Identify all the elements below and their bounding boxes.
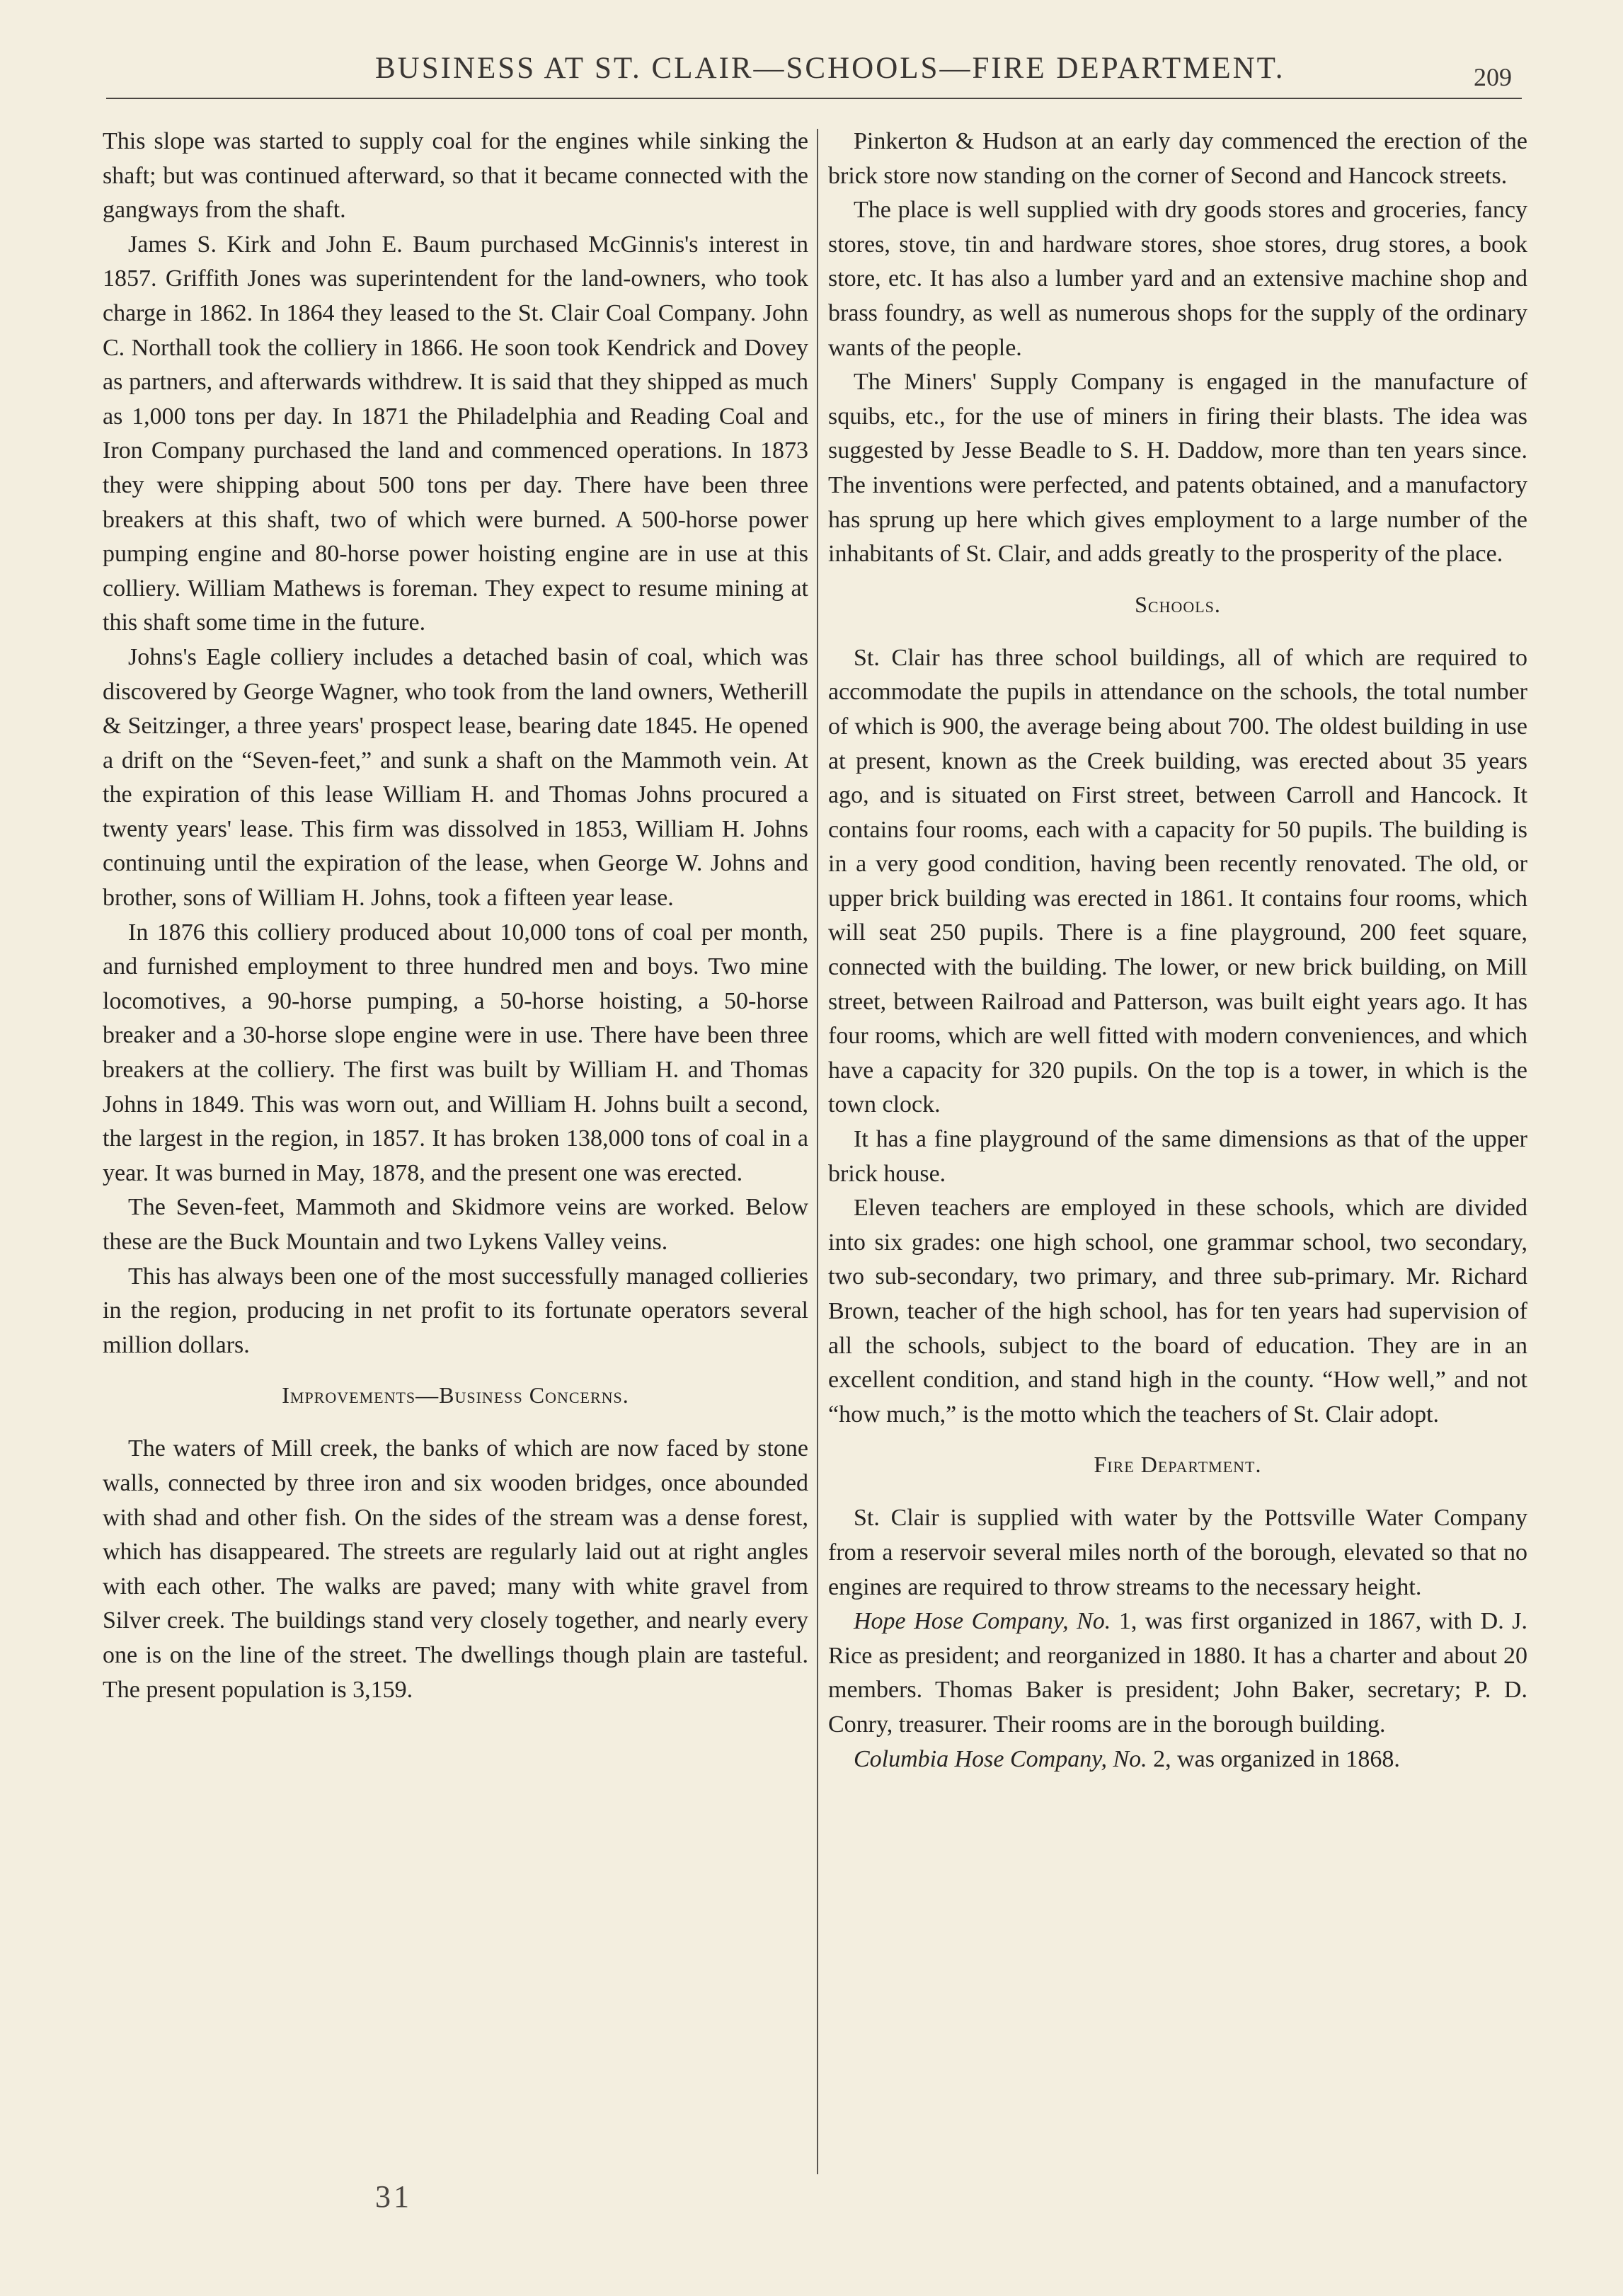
right-paragraph-teachers: Eleven teachers are employed in these schools, which are divided into six grades: one high school, one grammar school, two secondary, two sub-secondary, two primary, and three sub-primary. Mr. Richard Brown, teacher of the high school, has for ten years had supervision of all the schools, subject to the board of education. They are in an excellent condition, and stand high in the county. “How well,” and not “how much,” is the motto which the teachers of St. Clair adopt. — [828, 1195, 1527, 1428]
right-paragraph-school-buildings: St. Clair has three school buildings, all of which are required to accommodate the pupils in attendance on the schools, the total number of which is 900, the average being about 700. The oldest building in use at present, known as the Creek building, was erected about 35 years ago, and is situated on First street, between Carroll and Hancock. It contains four rooms, each with a capacity for 50 pupils. The building is in a very good condition, having been recently renovated. The old, or upper brick building was erected in 1861. It contains four rooms, which will seat 250 pupils. There is a fine playground, 200 feet square, connected with the building. The lower, or new brick building, on Mill street, between Railroad and Patterson, was built eight years ago. It has four rooms, which are well fitted with modern conveniences, and which have a capacity for 320 pupils. On the top is a tower, in which is the town clock. — [828, 644, 1527, 1118]
right-paragraph-playground: It has a fine playground of the same dimensions as that of the upper brick house. — [828, 1126, 1527, 1187]
right-paragraph-miners-supply: The Miners' Supply Company is engaged in the manufacture of squibs, etc., for the use of miners in firing their blasts. The idea was suggested by Jesse Beadle to S. H. Daddow, more than ten years since. The inventions were perfected, and patents obtained, and a manufactory has sprung up here which gives employment to a large number of the inhabitants of St. Clair, and adds greatly to the prosperity of the place. — [828, 369, 1527, 568]
columbia-hose-company-name: Columbia Hose Company, No. — [854, 1745, 1147, 1772]
running-head: BUSINESS AT ST. CLAIR—SCHOOLS—FIRE DEPARTMENT. — [375, 52, 1285, 85]
right-paragraph-columbia-hose — [828, 1743, 1527, 1777]
left-paragraph-veins: The Seven-feet, Mammoth and Skidmore veins are worked. Below these are the Buck Mountain and two Lykens Valley veins. — [103, 1194, 808, 1255]
page-number: 209 — [1474, 63, 1512, 91]
right-column — [828, 125, 1527, 1776]
signature-mark: 31 — [375, 2179, 412, 2214]
left-paragraph-kirk-baum: James S. Kirk and John E. Baum purchased McGinnis's interest in 1857. Griffith Jones was superintendent for the land-owners, who took charge in 1862. In 1864 they leased to the St. Clair Coal Company. John C. Northall took the colliery in 1866. He soon took Kendrick and Dovey as partners, and afterwards withdrew. It is said that they shipped as much as 1,000 tons per day. In 1871 the Philadelphia and Reading Coal and Iron Company purchased the land and commenced operations. In 1873 they were shipping about 500 tons per day. There have been three breakers at this shaft, two of which were burned. A 500-horse power pumping engine and 80-horse power hoisting engine are in use at this colliery. William Mathews is foreman. They expect to resume mining at this shaft some time in the future. — [103, 231, 808, 636]
right-paragraph-pinkerton: Pinkerton & Hudson at an early day commenced the erection of the brick store now standing on the corner of Second and Hancock streets. — [828, 128, 1527, 189]
right-paragraph-water-supply: St. Clair is supplied with water by the Pottsville Water Company from a reservoir several miles north of the borough, elevated so that no engines are required to throw streams to the necessary height. — [828, 1505, 1527, 1600]
left-paragraph-eagle-colliery: Johns's Eagle colliery includes a detached basin of coal, which was discovered by George Wagner, who took from the land owners, Wetherill & Seitzinger, a three years' prospect lease, bearing date 1845. He opened a drift on the “Seven-feet,” and sunk a shaft on the Mammoth vein. At the expiration of this lease William H. and Thomas Johns procured a twenty years' lease. This firm was dissolved in 1853, William H. Johns continuing until the expiration of the lease, when George W. Johns and brother, sons of William H. Johns, took a fifteen year lease. — [103, 643, 808, 912]
left-paragraph-profit: This has always been one of the most successfully managed collieries in the region, producing in net profit to its fortunate operators several million dollars. — [103, 1263, 808, 1358]
left-paragraph-improvements: The waters of Mill creek, the banks of which are now faced by stone walls, connected by three iron and six wooden bridges, once abounded with shad and other fish. On the sides of the stream was a dense forest, which has disappeared. The streets are regularly laid out at right angles with each other. The walks are paved; many with white gravel from Silver creek. The buildings stand very closely together, and nearly every one is on the line of the street. The dwellings though plain are tasteful. The present population is 3,159. — [103, 1435, 808, 1703]
right-paragraph-stores: The place is well supplied with dry goods stores and groceries, fancy stores, stove, tin and hardware stores, shoe stores, drug stores, a book store, etc. It has also a lumber yard and an extensive machine shop and brass foundry, as well as numerous shops for the supply of the ordinary wants of the people. — [828, 197, 1527, 361]
left-paragraph-slope: This slope was started to supply coal for the engines while sinking the shaft; but was continued afterward, so that it became connected with the gangways from the shaft. — [103, 128, 808, 224]
hope-hose-details: 1, was first organized in 1867, with D. J. Rice as president; and reorganized in 1880. It has a charter and about 20 members. Thomas Baker is president; John Baker, secretary; P. D. Conry, treasurer. Their rooms are in the borough building. — [828, 1608, 1527, 1738]
hope-hose-company-name: Hope Hose Company, No. — [854, 1608, 1111, 1635]
columbia-hose-details: 2, was organized in 1868. — [1147, 1745, 1400, 1772]
left-paragraph-1876-production: In 1876 this colliery produced about 10,000 tons of coal per month, and furnished employment to three hundred men and boys. Two mine locomotives, a 90-horse pumping, a 50-horse hoisting, a 50-horse breaker and a 30-horse slope engine were in use. There have been three breakers at the colliery. The first was built by William H. and Thomas Johns in 1849. This was worn out, and William H. Johns built a second, the largest in the region, in 1857. It has broken 138,000 tons of coal in a year. It was burned in May, 1878, and the present one was erected. — [103, 919, 808, 1186]
left-column — [103, 125, 808, 1707]
header-rule — [106, 98, 1522, 99]
heading-improvements: Improvements—Business Concerns. — [282, 1382, 629, 1408]
heading-fire-department: Fire Department. — [1094, 1452, 1262, 1478]
right-paragraph-hope-hose — [828, 1605, 1527, 1742]
column-divider — [817, 129, 818, 2174]
heading-schools: Schools. — [1135, 591, 1221, 617]
